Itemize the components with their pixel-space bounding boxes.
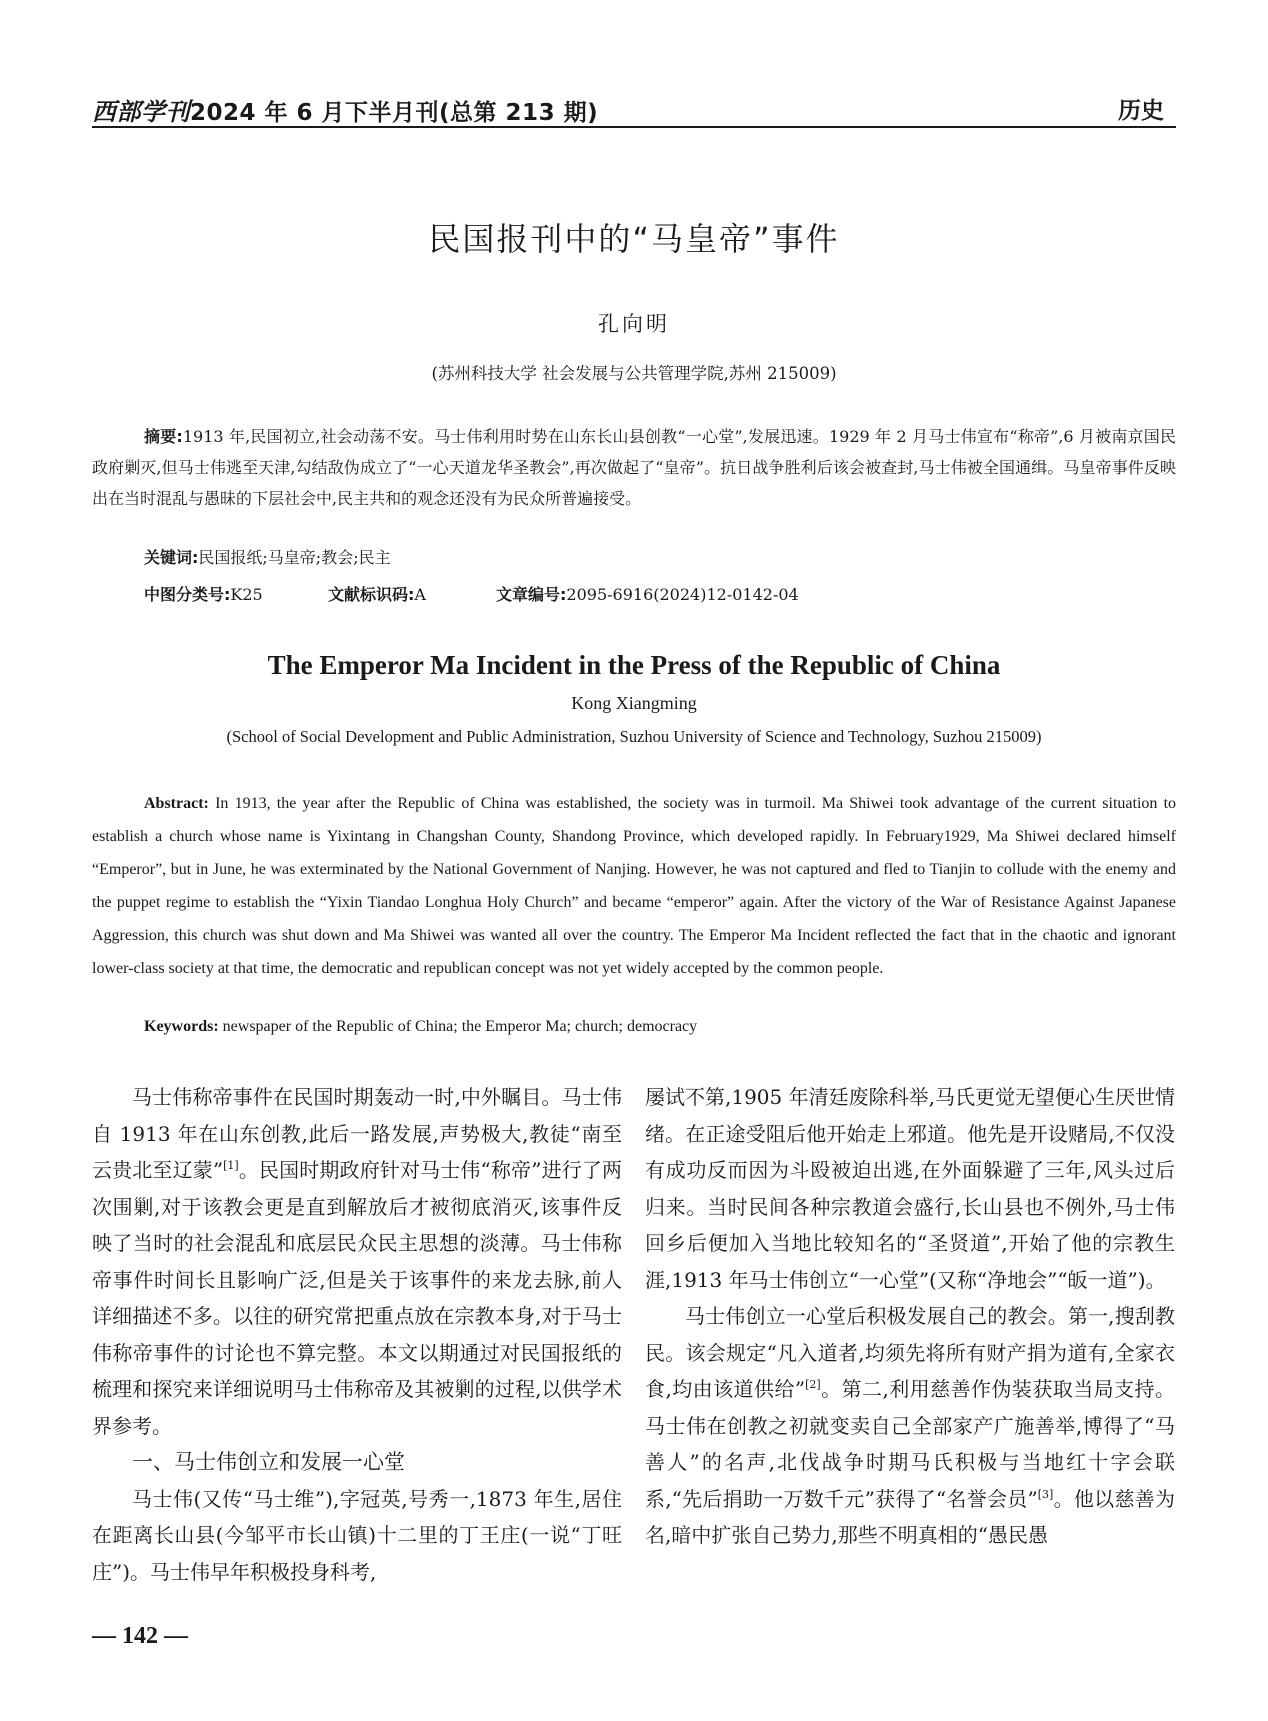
doc-code-value: A [414,585,426,604]
keywords-en-text: newspaper of the Republic of China; the Emperor Ma; church; democracy [222,1018,698,1035]
issue-info: 2024 年 6 月下半月刊(总第 213 期) [190,100,599,126]
church-text-2: 。第二,利用慈善作伪装获取当局支持。马士伟在创教之初就变卖自己全部家产广施善举,博得了“马善人”的名声,北伐战争时期马氏积极与当地红十字会联系,“先后捐助一万数千元”获得了“名誉会员” [645,1377,1175,1511]
doc-code-label: 文献标识码: [328,585,415,604]
paragraph-church-development [645,1298,1175,1554]
body-column-left [92,1079,622,1590]
keywords-en-label: Keywords: [144,1018,219,1035]
abstract-text: 1913 年,民国初立,社会动荡不安。马士伟利用时势在山东长山县创教“一心堂”,发展迅速。1929 年 2 月马士伟宣布“称帝”,6 月被南京国民政府剿灭,但马士伟逃至天津,勾结敌伪成立了“一心天道龙华圣教会”,再次做起了“皇帝”。抗日战争胜利后该会被查封,马士伟被全国通缉。马皇帝事件反映出在当时混乱与愚昧的下层社会中,民主共和的观念还没有为民众所普遍接受。 [92,427,1176,508]
keywords-english [144,1018,697,1036]
journal-logo: 西部学刊 [92,97,190,126]
classification-info [144,582,799,605]
page-number: — 142 — [92,1623,188,1649]
citation-2: [2] [805,1378,821,1391]
abstract-english [92,787,1176,985]
intro-text-2: 。民国时期政府针对马士伟“称帝”进行了两次围剿,对于该教会更是直到解放后才被彻底消灭,该事件反映了当时的社会混乱和底层民众民主思想的淡薄。马士伟称帝事件时间长且影响广泛,但是关于该事件的来龙去脉,前人详细描述不多。以往的研究常把重点放在宗教本身,对于马士伟称帝事件的讨论也不算完整。本文以期通过对民国报纸的梳理和探究来详细说明马士伟称帝及其被剿的过程,以供学术界参考。 [92,1158,622,1438]
citation-1: [1] [223,1159,239,1172]
section-label: 历史 [1118,98,1164,124]
intro-text-1: 马士伟称帝事件在民国时期轰动一时,中外瞩目。马士伟自 1913 年在山东创教,此后一路发展,声势极大,教徒“南至云贵北至辽蒙” [92,1085,622,1182]
section-heading-1: 一、马士伟创立和发展一心堂 [132,1450,405,1474]
abstract-chinese [92,421,1176,514]
abstract-label: 摘要: [144,427,183,446]
clc-value: K25 [230,585,263,604]
church-text-3: 。他以慈善为名,暗中扩张自己势力,那些不明真相的“愚民愚 [645,1486,1175,1547]
keywords-label: 关键词: [144,548,199,567]
author-chinese: 孔向明 [598,312,670,336]
paragraph-intro [92,1079,622,1444]
running-header [92,92,598,127]
abstract-en-label: Abstract: [144,795,209,812]
title-chinese: 民国报刊中的“马皇帝”事件 [428,220,840,258]
keywords-text: 民国报纸;马皇帝;教会;民主 [198,548,391,567]
paragraph-biography: 马士伟(又传“马士维”),字冠英,号秀一,1873 年生,居住在距离长山县(今邹平市长山镇)十二里的丁王庄(一说“丁旺庄”)。马士伟早年积极投身科考, [92,1486,622,1584]
church-text-1: 马士伟创立一心堂后积极发展自己的教会。第一,搜刮教民。该会规定“凡入道者,均须先将所有财产捐为道有,全家衣食,均由该道供给” [645,1304,1175,1401]
citation-3: [3] [1037,1487,1054,1501]
abstract-en-text: In 1913, the year after the Republic of China was established, the society was in turmoil. Ma Shiwei took advantage of the current situation to establish a church whose name is Yixintang in Changshan County, Shandong Province, which developed rapidly. In February1929, Ma Shiwei declared himself “Emperor”, but in June, he was exterminated by the National Government of Nanjing. However, he was not captured and fled to Tianjin to collude with the enemy and the puppet regime to establish the “Yixin Tiandao Longhua Holy Church” and became “emperor” again. After the victory of the War of Resistance Against Japanese Aggression, this church was shut down and Ma Shiwei was wanted all over the country. The Emperor Ma Incident reflected the fact that in the chaotic and ignorant lower-class society at that time, the democratic and republican concept was not yet widely accepted by the common people. [92,795,1177,977]
body-column-right [645,1079,1175,1554]
header-rule [92,126,1176,128]
affiliation-english: (School of Social Development and Public Administration, Suzhou University of Science and Technology, Suzhou 215009) [226,727,1042,746]
affiliation-chinese: (苏州科技大学 社会发展与公共管理学院,苏州 215009) [431,364,837,383]
title-english: The Emperor Ma Incident in the Press of the Republic of China [267,650,1001,680]
author-english: Kong Xiangming [571,693,697,713]
clc-label: 中图分类号: [144,585,231,604]
paragraph-biography-cont: 屡试不第,1905 年清廷废除科举,马氏更觉无望便心生厌世情绪。在正途受阻后他开始走上邪道。他先是开设赌局,不仅没有成功反而因为斗殴被迫出逃,在外面躲避了三年,风头过后归来。当时民间各种宗教道会盛行,长山县也不例外,马士伟回乡后便加入当地比较知名的“圣贤道”,开始了他的宗教生涯,1913 年马士伟创立“一心堂”(又称“净地会”“皈一道”)。 [645,1085,1175,1292]
article-no-value: 2095-6916(2024)12-0142-04 [566,585,799,604]
article-no-label: 文章编号: [496,585,567,604]
keywords-chinese [144,545,391,568]
